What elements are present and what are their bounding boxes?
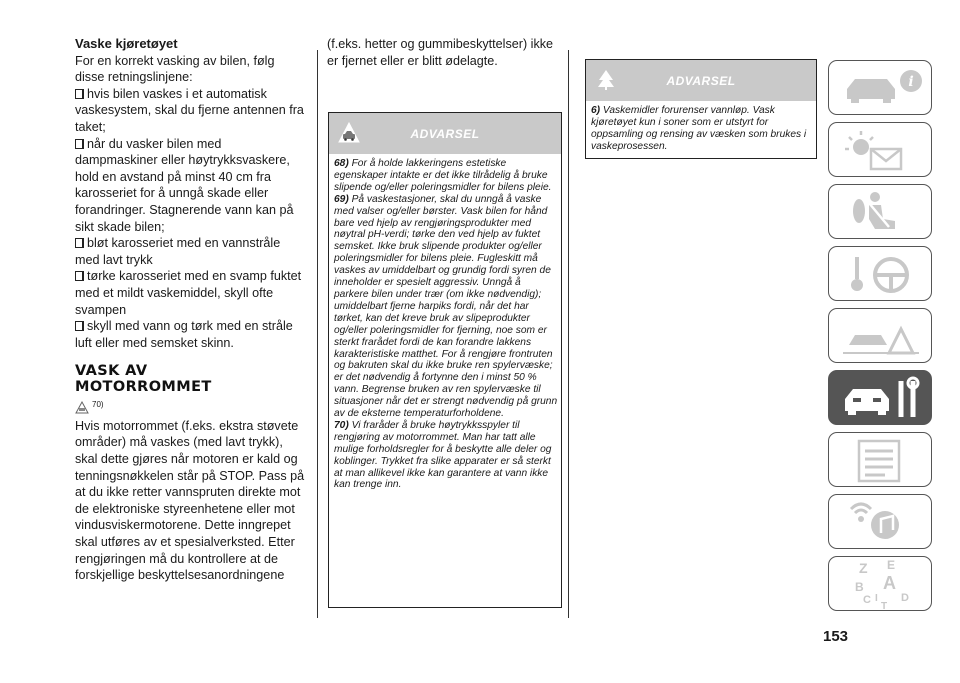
warning-triangle-icon (75, 401, 89, 414)
car-info-icon (829, 61, 933, 116)
warning-title: ADVARSEL (410, 126, 480, 141)
bullet-icon (75, 139, 84, 149)
environment-warning-box (585, 59, 817, 159)
svg-text:D: D (901, 592, 909, 604)
bullet-list (75, 86, 307, 352)
column-divider (568, 50, 569, 618)
dashboard-lights-icon (829, 123, 933, 178)
column-divider (317, 50, 318, 618)
warning-item: 6) Vaskemidler forurenser vannløp. Vask kjøretøyet kun i soner som er utstyrt for oppsamling og rensing av væsken som brukes i vaskeprosessen. (591, 105, 807, 152)
warning-item: 68) For å holde lakkeringens estetiske egenskaper intakte er det ikke tilrådelig å bruke slipende og/eller poleringsmidler for bilens pleie. (334, 158, 552, 193)
svg-text:I: I (875, 593, 878, 604)
bullet-icon (75, 238, 84, 248)
list-item: bløt karosseriet med en vannstråle med lavt trykk (75, 236, 281, 267)
tab-multimedia[interactable] (828, 494, 932, 549)
second-text-column (327, 36, 563, 69)
warning-item: 70) Vi fraråder å bruke høytrykksspyler til rengjøring av motorrommet. Man har tatt alle mulige forholdsregler for å beskytte alle deler og koblinger. Trykket fra slike apparater er så sterkt at man allikevel ikke kan garantere at vann ikke kan trenge inn. (334, 419, 552, 491)
multimedia-icon (829, 495, 933, 550)
svg-text:i: i (908, 74, 914, 90)
bullet-icon (75, 89, 84, 99)
warning-header (329, 113, 561, 154)
breakdown-warning-icon (829, 309, 933, 364)
svg-text:B: B (855, 580, 864, 594)
warning-header (586, 60, 816, 101)
warning-reference: 70) (75, 397, 307, 414)
svg-text:T: T (881, 601, 888, 612)
svg-text:C: C (863, 594, 871, 606)
warning-box (328, 112, 562, 608)
main-text-column (75, 36, 307, 584)
page-number: 153 (823, 628, 849, 645)
tab-car-info[interactable] (828, 60, 932, 115)
tab-index[interactable] (828, 556, 932, 611)
list-item: tørke karosseriet med en svamp fuktet med et mildt vaskemiddel, skyll ofte svampen (75, 269, 302, 317)
section-heading: Vaske kjøretøyet (75, 36, 178, 51)
continued-paragraph: (f.eks. hetter og gummibeskyttelser) ikke er fjernet eller er blitt ødelagte. (327, 37, 554, 68)
warning-title: ADVARSEL (666, 73, 736, 88)
warning-text (329, 154, 561, 494)
bullet-icon (75, 321, 84, 331)
intro-paragraph: For en korrekt vasking av bilen, følg disse retningslinjene: (75, 53, 275, 85)
svg-text:E: E (887, 558, 896, 572)
tab-maintenance[interactable] (828, 370, 932, 425)
technical-data-icon (829, 433, 933, 488)
tab-emergency[interactable] (828, 308, 932, 363)
car-wrench-icon (829, 371, 933, 426)
key-steering-icon (829, 247, 933, 302)
airbag-seat-icon (829, 185, 933, 240)
warning-item: 69) På vaskestasjoner, skal du unngå å vaske med valser og/eller børster. Vask bilen for hånd bare ved hjelp av rengjøringsprodukter med nøytral pH-verdi; tørke den ved hjelp av fuktet semsket. Ikke bruk slipende produkter og/eller poleringsmidler for bilens pleie. Fugleskitt må vaskes av umiddelbart og grundig fordi syren de inneholder er spesielt aggressiv. Unngå å parkere bilen under trær (om ikke nødvendig); umiddelbart fjerne harpiks fordi, når det har tørket, kan det kreve bruk av slipeprodukter og/eller poleringsmidler for fjerning, noe som er sterkt frarådet fordi de kan forandre lakkens karakteristiske matthet. For å rengjøre frontruten og bakruten skal du ikke bruke ren spylervæske; er det nødvendig å fortynne den i minst 50 % vann. Begrense bruken av ren spylervæske til situasjoner når det er strengt nødvendig på grunn av de eksterne temperaturforholdene. (334, 193, 558, 420)
section-title: VASK AV MOTORROMMET (75, 363, 212, 396)
list-item: skyll med vann og tørk med en stråle luft eller med semsket skinn. (75, 319, 293, 350)
bullet-icon (75, 271, 84, 281)
tab-starting-driving[interactable] (828, 246, 932, 301)
svg-text:A: A (883, 573, 896, 593)
list-item: hvis bilen vaskes i et automatisk vaskesystem, skal du fjerne antennen fra taket; (75, 86, 304, 134)
tab-technical-data[interactable] (828, 432, 932, 487)
tab-safety[interactable] (828, 184, 932, 239)
warning-text (586, 101, 816, 156)
tab-dashboard-lights[interactable] (828, 122, 932, 177)
index-letters-icon (829, 557, 933, 612)
list-item: når du vasker bilen med dampmaskiner eller høytrykksvaskere, hold en avstand på minst 40 cm fra karosseriet for å unngå skade eller forandringer. Stagnerende vann kan på sikt skade bilen; (75, 136, 294, 234)
svg-text:Z: Z (859, 560, 868, 576)
section-paragraph: Hvis motorrommet (f.eks. ekstra støvete områder) må vaskes (med lavt trykk), skal dette gjøres når motoren er kald og tenningsnøkkelen står på STOP. Pass på at du ikke retter vannspruten direkte mot de elektroniske styreenhetene eller mot vindusviskermotorene. Dette inngrepet skal utføres av et spesialverksted. Etter rengjøringen må du kontrollere at de forskjellige beskyttelsesanordningene (75, 418, 305, 583)
